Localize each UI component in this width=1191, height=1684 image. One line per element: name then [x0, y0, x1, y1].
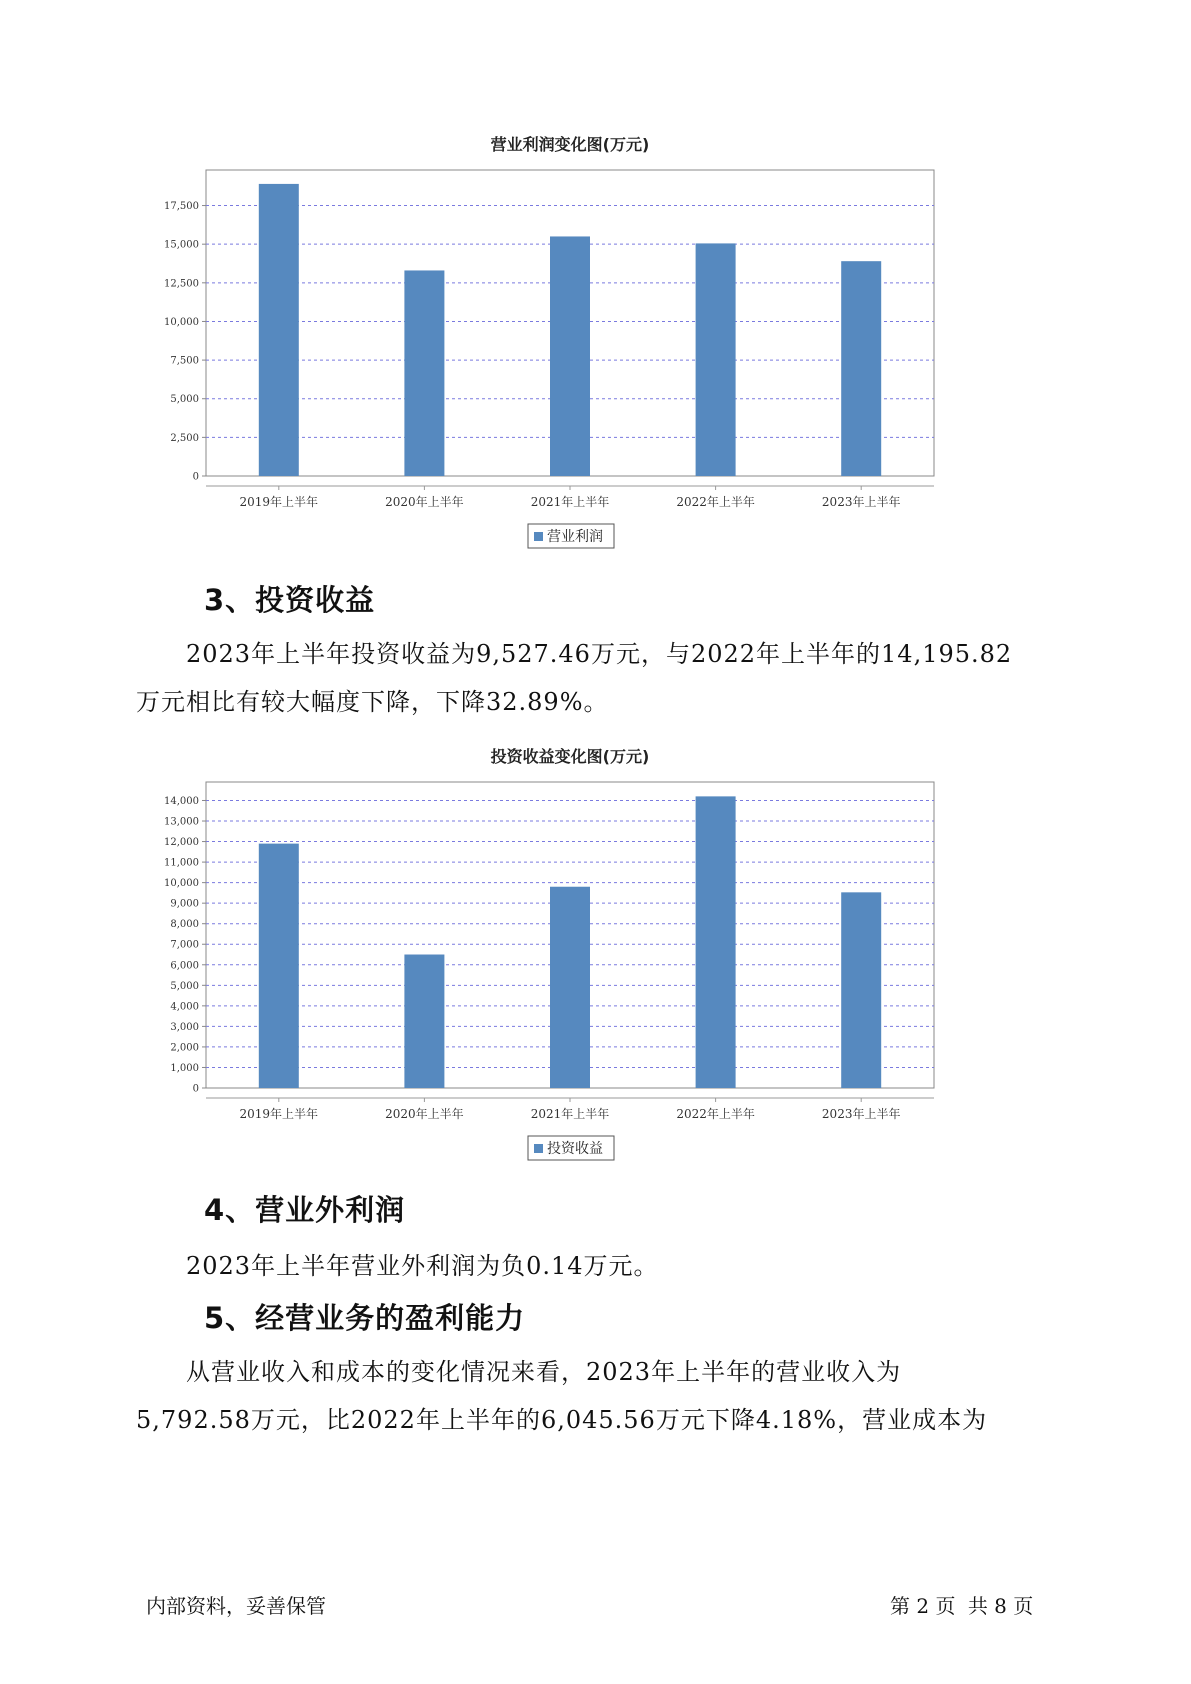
y-tick-label: 10,000	[164, 316, 199, 328]
y-tick-label: 10,000	[164, 878, 199, 890]
section-3-heading: 3、投资收益	[204, 583, 376, 617]
y-tick-label: 8,000	[170, 919, 199, 931]
section-5-heading: 5、经营业务的盈利能力	[204, 1301, 526, 1335]
x-tick-label: 2021年上半年	[530, 1107, 610, 1121]
legend-swatch	[534, 1144, 543, 1153]
y-tick-label: 0	[192, 471, 199, 483]
y-tick-label: 7,500	[170, 355, 199, 367]
y-tick-label: 14,000	[164, 795, 199, 807]
y-tick-label: 12,500	[164, 278, 199, 290]
x-tick-label: 2021年上半年	[530, 495, 610, 509]
y-tick-label: 2,000	[170, 1042, 199, 1054]
y-tick-label: 1,000	[170, 1062, 199, 1074]
x-tick-label: 2019年上半年	[239, 495, 319, 509]
bar-2021年上半年	[550, 236, 590, 476]
x-tick-label: 2019年上半年	[239, 1107, 319, 1121]
footer-note: 内部资料，妥善保管	[146, 1594, 326, 1618]
section-4-paragraph	[146, 1242, 1066, 1290]
operating-profit-chart-svg	[140, 130, 1040, 550]
legend-swatch	[534, 532, 543, 541]
section-3-line-1: 2023年上半年投资收益为9,527.46万元，与2022年上半年的14,195.82	[186, 640, 1013, 668]
investment-income-chart-svg	[140, 742, 1040, 1162]
y-tick-label: 2,500	[170, 432, 199, 444]
y-tick-label: 6,000	[170, 960, 199, 972]
total-pages: 共 8 页	[967, 1594, 1034, 1618]
operating-profit-chart	[140, 130, 1040, 550]
legend-label: 投资收益	[547, 1141, 603, 1157]
bar-2019年上半年	[259, 844, 299, 1088]
y-tick-label: 3,000	[170, 1021, 199, 1033]
section-5-line-1: 从营业收入和成本的变化情况来看，2023年上半年的营业收入为	[186, 1358, 902, 1386]
bar-2019年上半年	[259, 184, 299, 476]
y-tick-label: 0	[192, 1083, 199, 1095]
section-5-paragraph	[136, 1348, 1066, 1444]
page-number: 第 2 页	[890, 1594, 956, 1618]
bar-2021年上半年	[550, 887, 590, 1088]
bar-2020年上半年	[404, 955, 444, 1088]
chart-title: 营业利润变化图(万元)	[490, 135, 650, 154]
bar-2022年上半年	[696, 243, 736, 476]
x-tick-label: 2022年上半年	[676, 1107, 755, 1121]
y-tick-label: 17,500	[164, 201, 199, 213]
footer-page-info	[890, 1590, 1039, 1619]
bar-2023年上半年	[841, 261, 881, 476]
y-tick-label: 5,000	[170, 980, 199, 992]
investment-income-chart	[140, 742, 1040, 1162]
x-tick-label: 2022年上半年	[676, 495, 755, 509]
section-3-paragraph	[136, 630, 1066, 726]
bar-2022年上半年	[696, 796, 736, 1088]
bar-2023年上半年	[841, 892, 881, 1088]
legend-label: 营业利润	[547, 529, 603, 545]
y-tick-label: 4,000	[170, 1001, 199, 1013]
y-tick-label: 7,000	[170, 939, 199, 951]
legend	[528, 524, 614, 548]
chart-title: 投资收益变化图(万元)	[490, 747, 650, 766]
bar-2020年上半年	[404, 270, 444, 476]
y-tick-label: 15,000	[164, 239, 199, 251]
y-tick-label: 13,000	[164, 816, 199, 828]
section-3-line-2: 万元相比有较大幅度下降，下降32.89%。	[136, 688, 609, 716]
y-tick-label: 11,000	[164, 857, 199, 869]
x-tick-label: 2023年上半年	[821, 1107, 901, 1121]
y-tick-label: 12,000	[164, 837, 199, 849]
y-tick-label: 9,000	[170, 898, 199, 910]
x-tick-label: 2020年上半年	[385, 1107, 464, 1121]
section-4-heading: 4、营业外利润	[204, 1193, 406, 1227]
x-tick-label: 2020年上半年	[385, 495, 464, 509]
section-4-line-1: 2023年上半年营业外利润为负0.14万元。	[186, 1252, 659, 1280]
y-tick-label: 5,000	[170, 394, 199, 406]
legend	[528, 1136, 614, 1160]
section-5-line-2: 5,792.58万元，比2022年上半年的6,045.56万元下降4.18%，营业成本为	[136, 1406, 988, 1434]
x-tick-label: 2023年上半年	[821, 495, 901, 509]
